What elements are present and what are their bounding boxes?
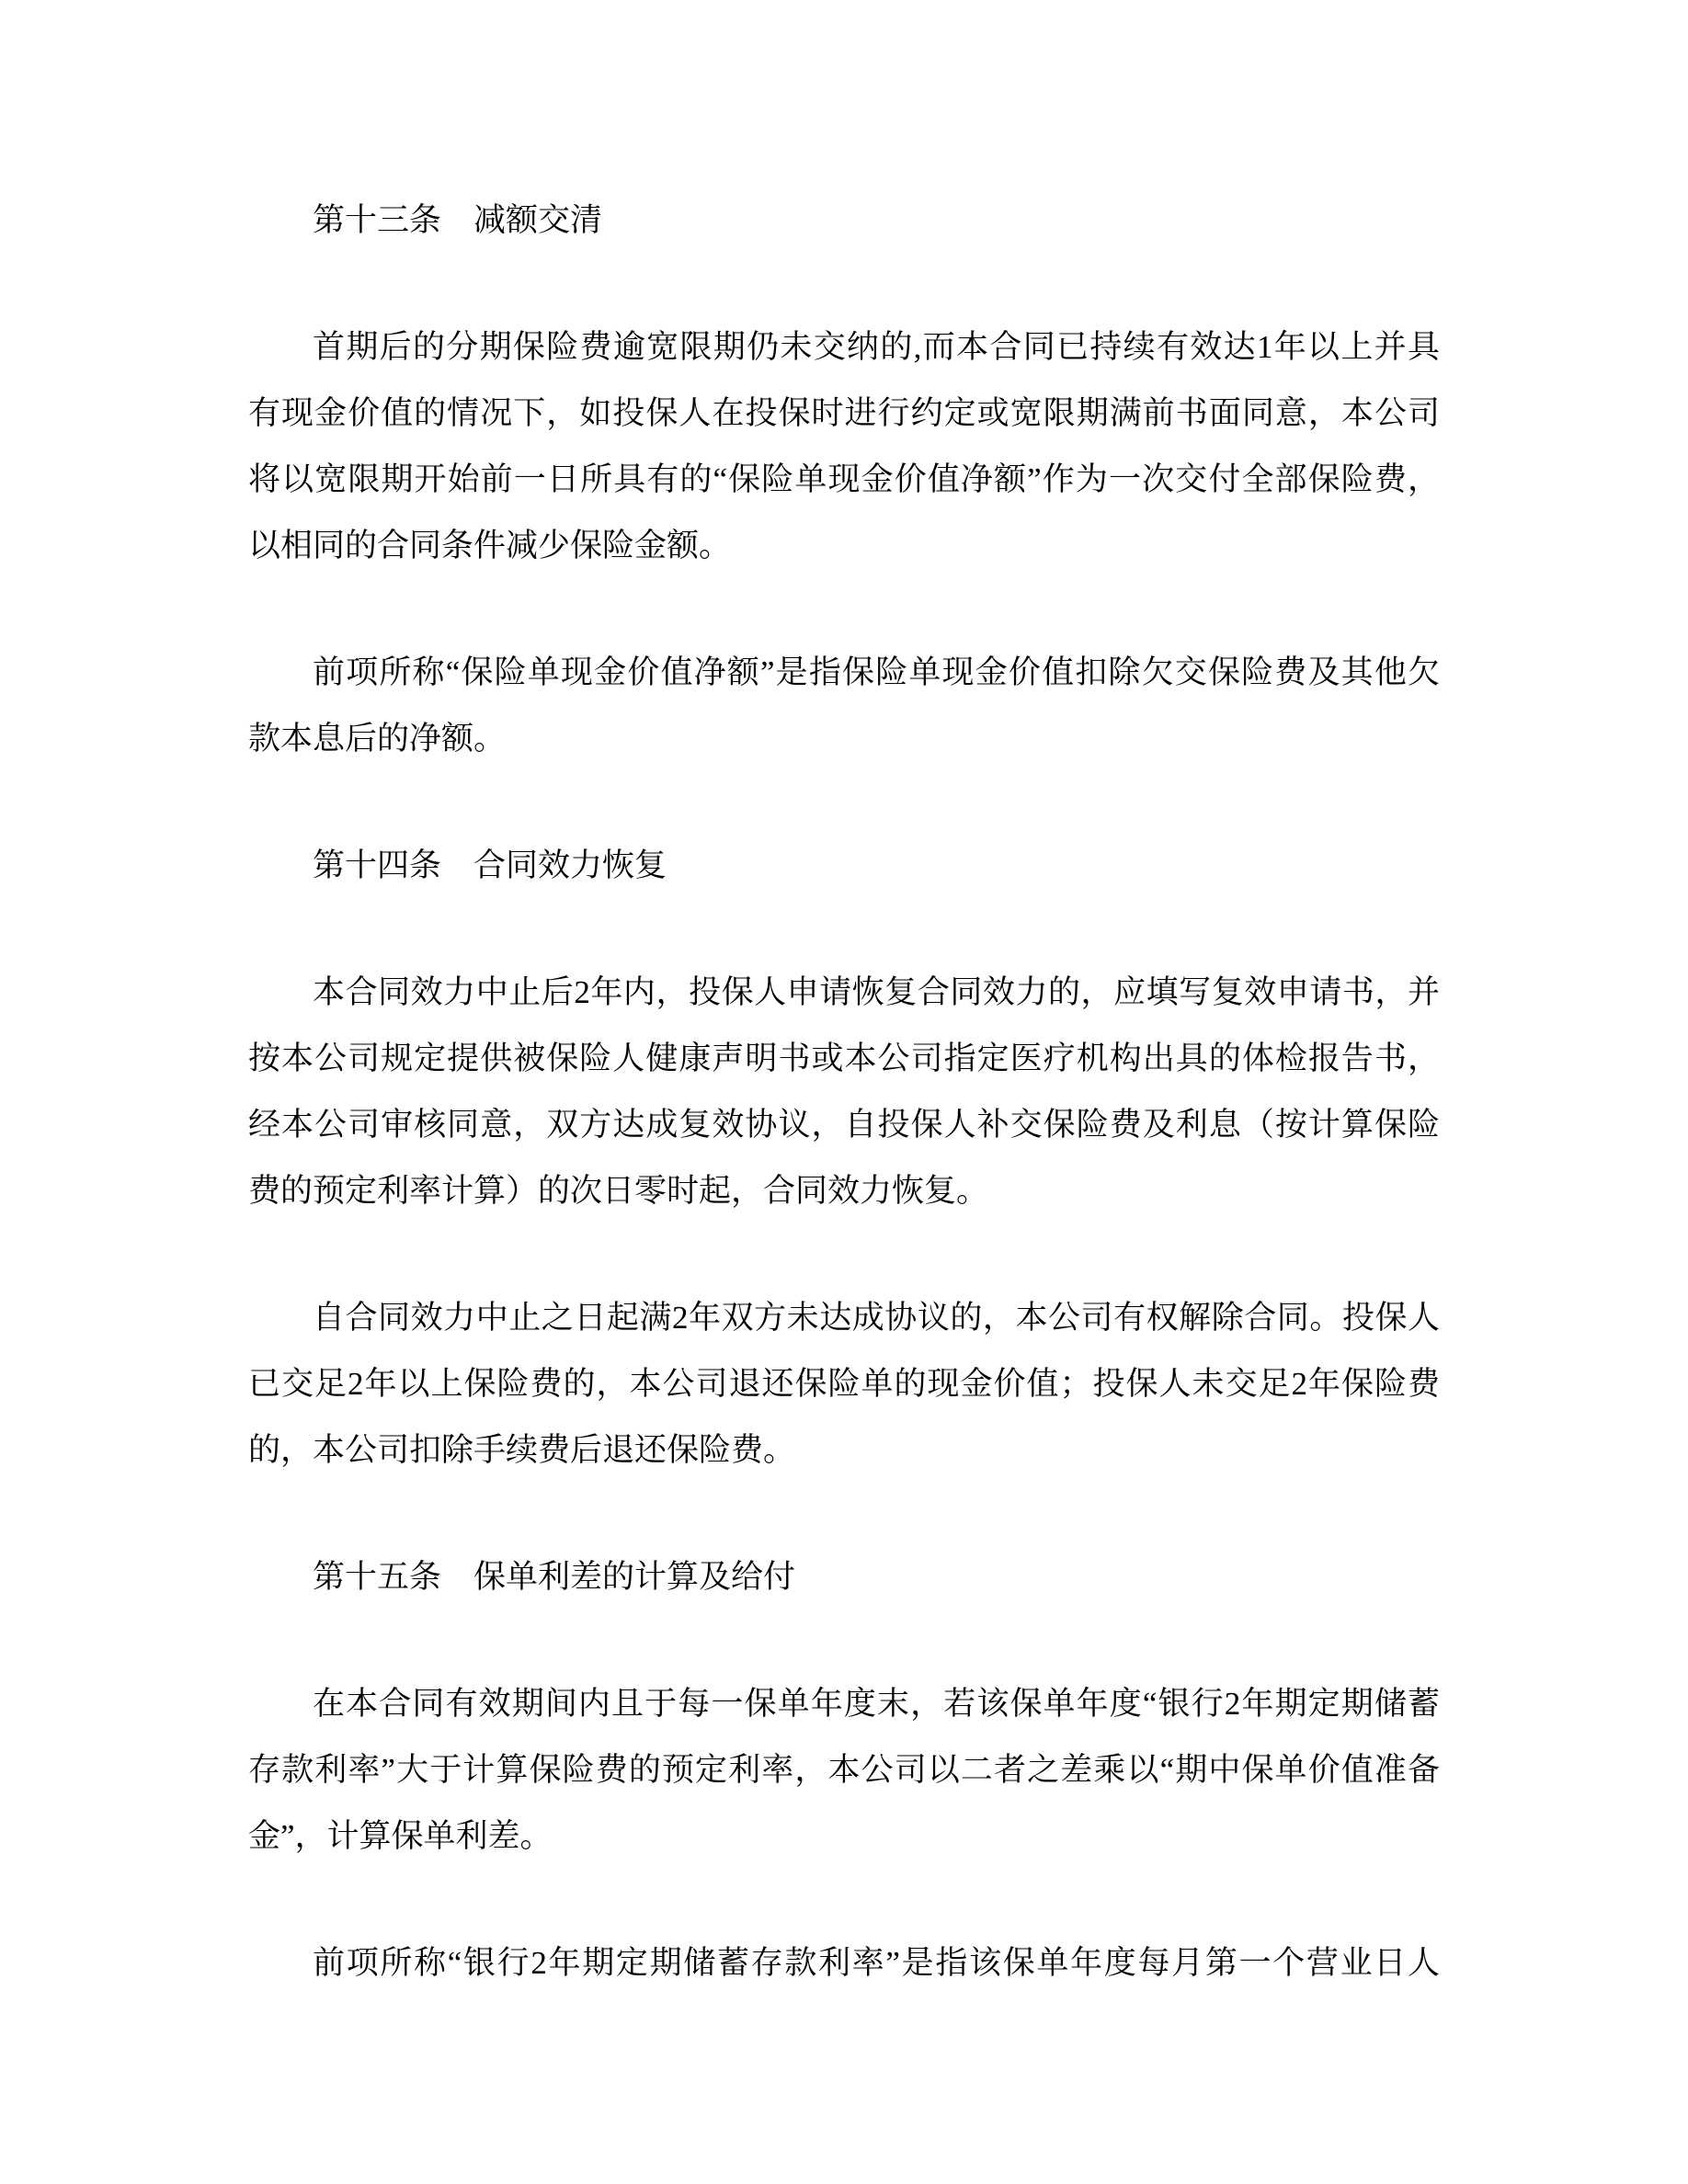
text-line: 将以宽限期开始前一日所具有的“保险单现金价值净额”作为一次交付全部保险费， bbox=[248, 461, 1440, 497]
text-line: 前项所称“保险单现金价值净额”是指保险单现金价值扣除欠交保险费及其他欠 bbox=[313, 654, 1440, 690]
text-line: 以相同的合同条件减少保险金额。 bbox=[248, 528, 732, 563]
text-line: 在本合同有效期间内且于每一保单年度末，若该保单年度“银行2年期定期储蓄 bbox=[313, 1686, 1440, 1722]
text-line: 前项所称“银行2年期定期储蓄存款利率”是指该保单年度每月第一个营业日人 bbox=[313, 1945, 1440, 1981]
text-line: 按本公司规定提供被保险人健康声明书或本公司指定医疗机构出具的体检报告书， bbox=[248, 1041, 1440, 1076]
article-14-heading bbox=[248, 833, 1440, 899]
text-line: 第十三条 减额交清 bbox=[313, 202, 603, 238]
text-line: 经本公司审核同意，双方达成复效协议，自投保人补交保险费及利息（按计算保险 bbox=[248, 1107, 1440, 1143]
document-body bbox=[248, 188, 1440, 1996]
article-13-paragraph-1 bbox=[248, 314, 1440, 579]
article-15-paragraph-2 bbox=[248, 1930, 1440, 1996]
text-line: 已交足2年以上保险费的，本公司退还保险单的现金价值；投保人未交足2年保险费 bbox=[248, 1366, 1440, 1402]
text-line: 存款利率”大于计算保险费的预定利率，本公司以二者之差乘以“期中保单价值准备 bbox=[248, 1752, 1440, 1788]
text-line: 的，本公司扣除手续费后退还保险费。 bbox=[248, 1432, 796, 1468]
text-line: 首期后的分期保险费逾宽限期仍未交纳的,而本合同已持续有效达1年以上并具 bbox=[313, 329, 1440, 365]
text-line: 第十五条 保单利差的计算及给付 bbox=[313, 1559, 796, 1595]
text-line: 款本息后的净额。 bbox=[248, 721, 507, 756]
text-line: 费的预定利率计算）的次日零时起，合同效力恢复。 bbox=[248, 1173, 989, 1209]
article-14-paragraph-2 bbox=[248, 1285, 1440, 1484]
article-13-paragraph-2 bbox=[248, 640, 1440, 772]
text-line: 有现金价值的情况下，如投保人在投保时进行约定或宽限期满前书面同意，本公司 bbox=[248, 395, 1440, 431]
article-15-heading bbox=[248, 1544, 1440, 1610]
article-13-heading bbox=[248, 188, 1440, 254]
text-line: 金”，计算保单利差。 bbox=[248, 1818, 553, 1854]
article-14-paragraph-1 bbox=[248, 960, 1440, 1224]
text-line: 自合同效力中止之日起满2年双方未达成协议的，本公司有权解除合同。投保人 bbox=[313, 1300, 1440, 1336]
text-line: 本合同效力中止后2年内，投保人申请恢复合同效力的，应填写复效申请书，并 bbox=[313, 974, 1440, 1010]
article-15-paragraph-1 bbox=[248, 1671, 1440, 1870]
text-line: 第十四条 合同效力恢复 bbox=[313, 847, 667, 883]
